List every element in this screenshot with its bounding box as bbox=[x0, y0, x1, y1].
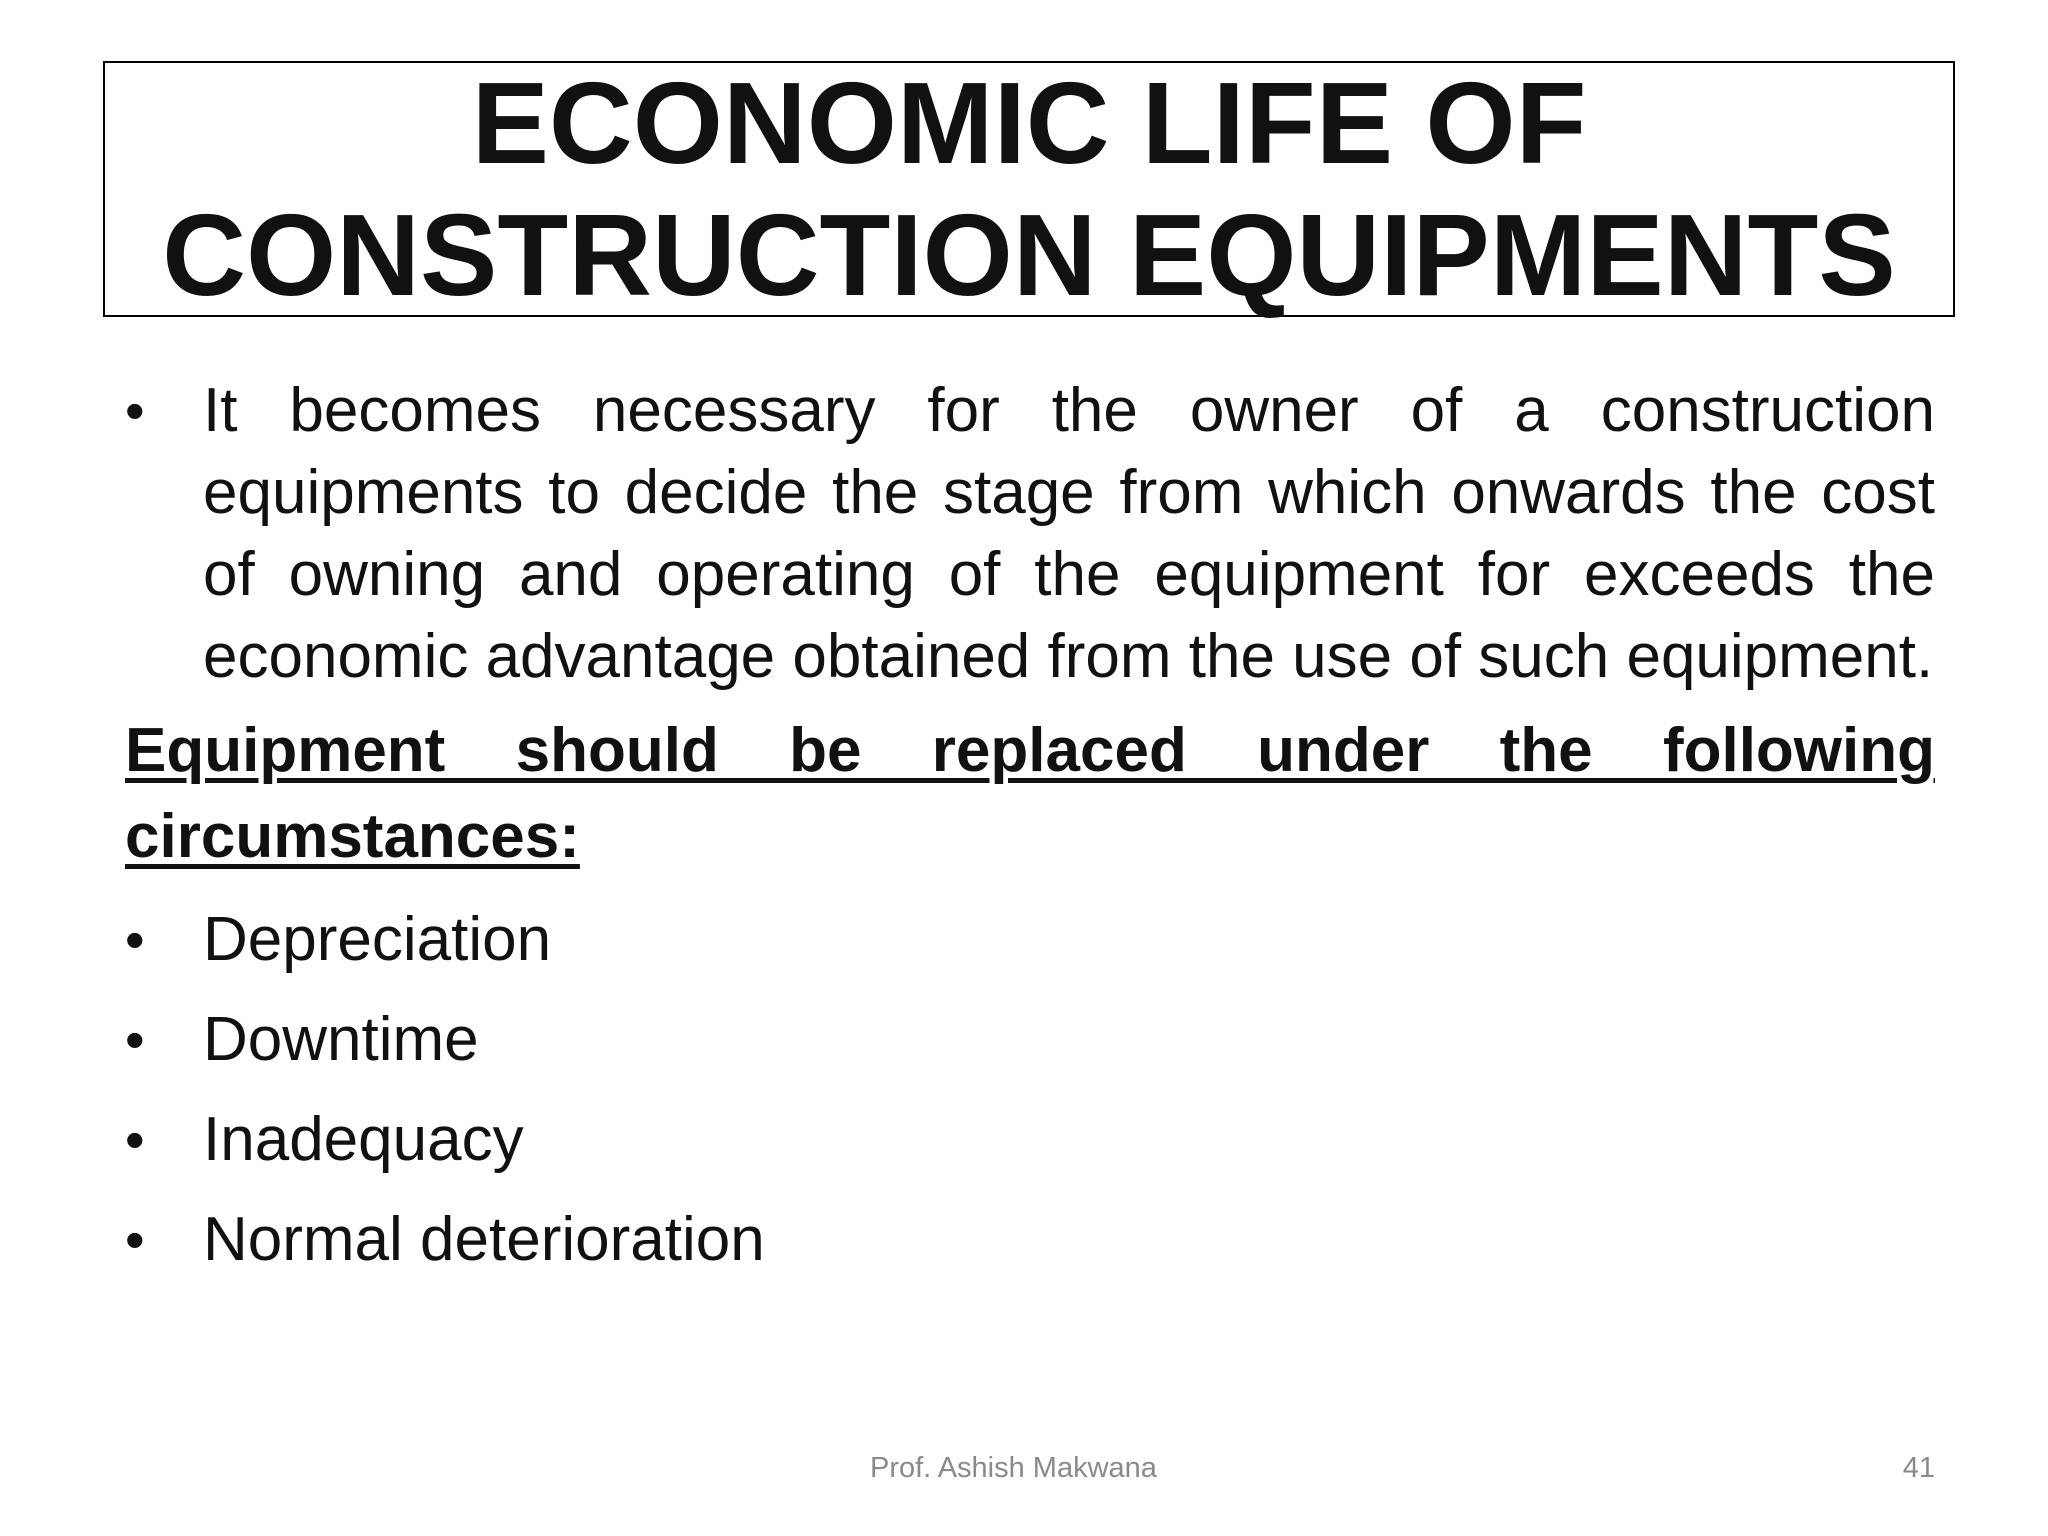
bullet-icon: • bbox=[125, 908, 145, 971]
list-item-label: Inadequacy bbox=[203, 1105, 524, 1174]
intro-text: It becomes necessary for the owner of a construction equipments to decide the stage from which onwards the cost of owning and operating of the equipment for exceeds the economic advantage obtained from the use of such equipment. bbox=[203, 376, 1935, 691]
title-line-2: CONSTRUCTION EQUIPMENTS bbox=[162, 190, 1896, 320]
footer-author: Prof. Ashish Makwana bbox=[870, 1452, 1157, 1484]
bullet-icon: • bbox=[125, 1208, 145, 1271]
slide-body bbox=[125, 370, 1935, 1290]
list-item-label: Normal deterioration bbox=[203, 1205, 765, 1274]
bullet-icon: • bbox=[125, 379, 145, 442]
list-item bbox=[125, 990, 1935, 1090]
intro-bullet bbox=[125, 370, 1935, 698]
list-item-label: Downtime bbox=[203, 1005, 479, 1074]
list-item bbox=[125, 1090, 1935, 1190]
list-item bbox=[125, 1190, 1935, 1290]
bullet-icon: • bbox=[125, 1008, 145, 1071]
slide-number: 41 bbox=[1902, 1452, 1935, 1484]
title-line-1: ECONOMIC LIFE OF bbox=[471, 58, 1587, 188]
circumstances-list bbox=[125, 890, 1935, 1290]
list-item-label: Depreciation bbox=[203, 905, 552, 974]
title-box bbox=[103, 58, 1955, 320]
bullet-icon: • bbox=[125, 1108, 145, 1171]
list-item bbox=[125, 890, 1935, 990]
section-heading: Equipment should be replaced under the following circumstances: bbox=[125, 716, 1935, 871]
